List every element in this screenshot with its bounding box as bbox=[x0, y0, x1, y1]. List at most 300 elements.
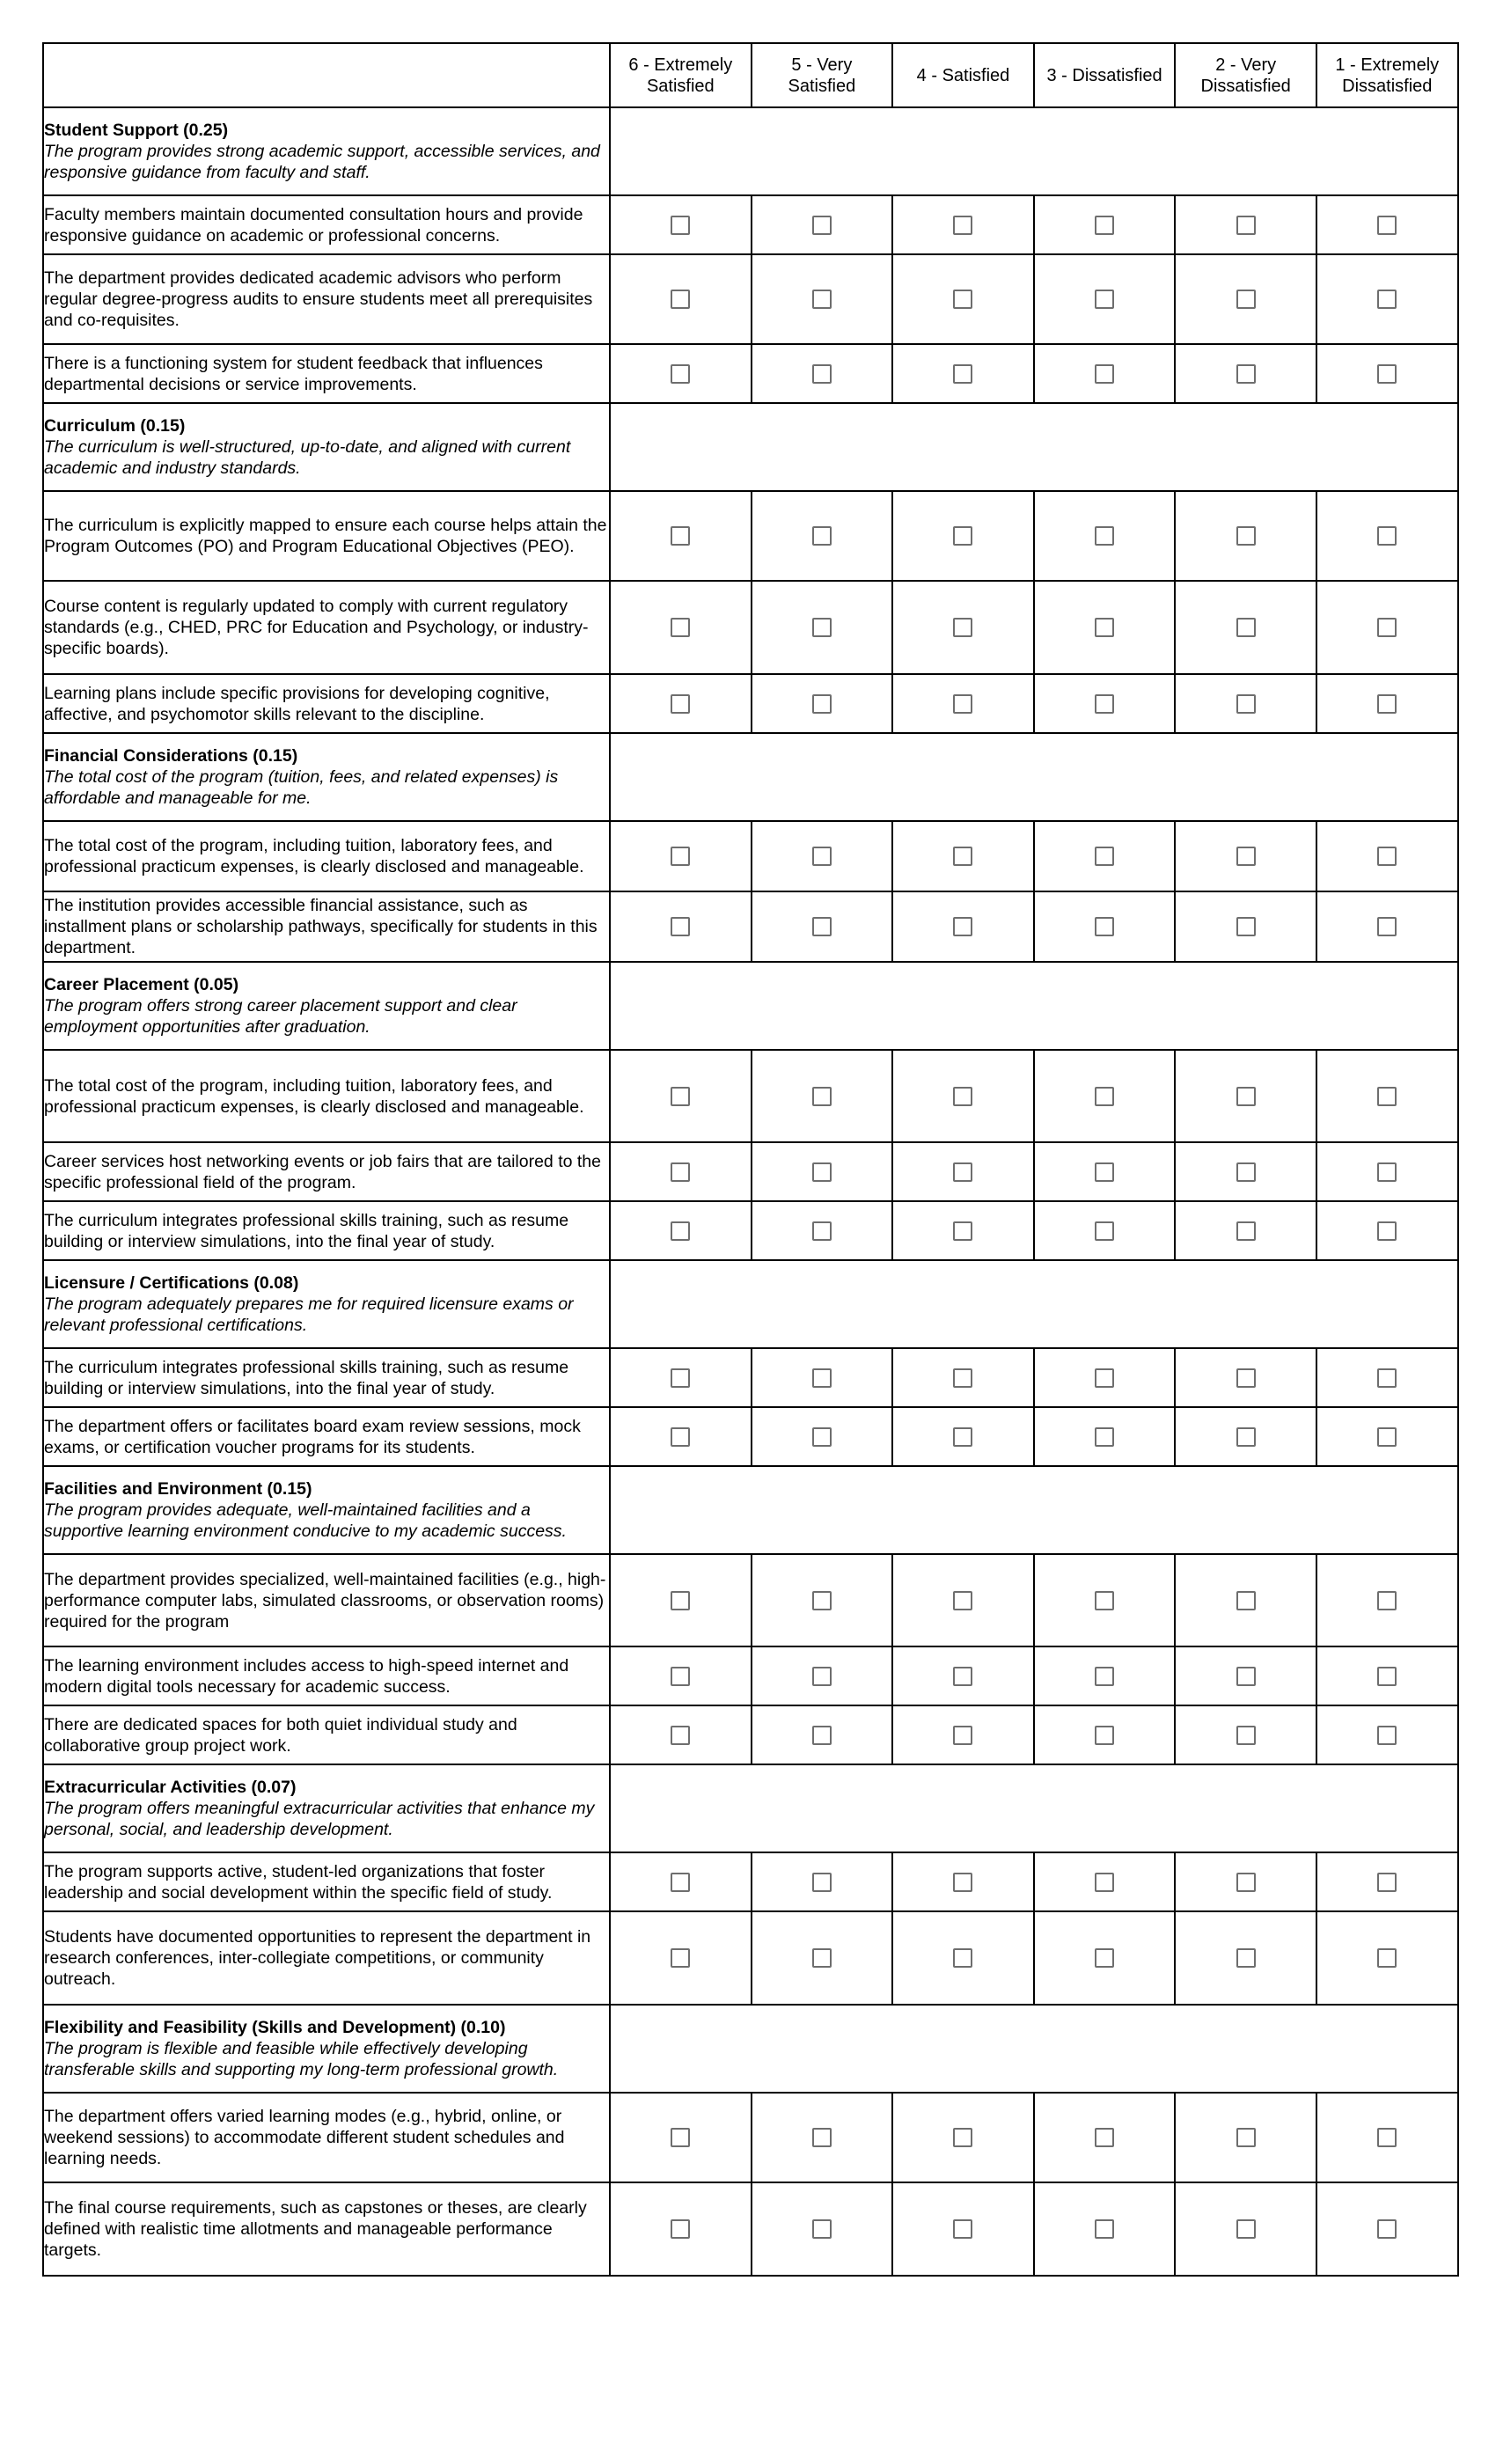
question-row bbox=[43, 674, 1458, 733]
rating-checkbox-1[interactable] bbox=[1377, 1162, 1397, 1182]
section-description: The program is flexible and feasible while effectively developing transferable skills and supporting my long-term professional growth. bbox=[44, 2039, 559, 2079]
header-rating-1-line2: Dissatisfied bbox=[1342, 76, 1433, 96]
section-header-cell bbox=[43, 962, 610, 1050]
rating-cell-5 bbox=[752, 1201, 893, 1260]
section-description: The program adequately prepares me for required licensure exams or relevant professional certifications. bbox=[44, 1294, 574, 1335]
rating-cell-2 bbox=[1175, 2182, 1316, 2276]
rating-cell-3 bbox=[1034, 1201, 1176, 1260]
rating-checkbox-5[interactable] bbox=[812, 526, 832, 546]
rating-cell-2 bbox=[1175, 1142, 1316, 1201]
rating-cell-4 bbox=[892, 1142, 1034, 1201]
question-text: The curriculum integrates professional skills training, such as resume building or interview simulations, into the final year of study. bbox=[43, 1201, 610, 1260]
rating-cell-1 bbox=[1316, 491, 1458, 581]
rating-checkbox-3[interactable] bbox=[1095, 1726, 1114, 1745]
rating-cell-4 bbox=[892, 1646, 1034, 1705]
rating-checkbox-1[interactable] bbox=[1377, 1087, 1397, 1106]
rating-cell-4 bbox=[892, 344, 1034, 403]
rating-cell-5 bbox=[752, 1050, 893, 1142]
rating-cell-1 bbox=[1316, 1142, 1458, 1201]
rating-cell-2 bbox=[1175, 1201, 1316, 1260]
rating-checkbox-6[interactable] bbox=[671, 1591, 690, 1610]
rating-cell-6 bbox=[610, 1911, 752, 2005]
question-row bbox=[43, 491, 1458, 581]
rating-checkbox-2[interactable] bbox=[1236, 917, 1256, 936]
rating-cell-4 bbox=[892, 195, 1034, 254]
section-blank-cell bbox=[610, 403, 1458, 491]
question-row bbox=[43, 821, 1458, 891]
section-description: The total cost of the program (tuition, fees, and related expenses) is affordable and manageable for me. bbox=[44, 767, 559, 808]
rating-cell-3 bbox=[1034, 891, 1176, 962]
rating-cell-1 bbox=[1316, 254, 1458, 344]
rating-cell-1 bbox=[1316, 1705, 1458, 1764]
rating-checkbox-4[interactable] bbox=[953, 1591, 972, 1610]
rating-cell-4 bbox=[892, 1554, 1034, 1646]
rating-cell-6 bbox=[610, 491, 752, 581]
question-row bbox=[43, 254, 1458, 344]
rating-checkbox-3[interactable] bbox=[1095, 847, 1114, 866]
rating-checkbox-2[interactable] bbox=[1236, 1667, 1256, 1686]
rating-checkbox-5[interactable] bbox=[812, 1726, 832, 1745]
section-blank-cell bbox=[610, 1764, 1458, 1852]
question-row bbox=[43, 1348, 1458, 1407]
rating-checkbox-6[interactable] bbox=[671, 1948, 690, 1968]
rating-checkbox-6[interactable] bbox=[671, 1427, 690, 1447]
rating-cell-1 bbox=[1316, 1911, 1458, 2005]
rating-cell-4 bbox=[892, 254, 1034, 344]
rating-cell-1 bbox=[1316, 2093, 1458, 2182]
question-row bbox=[43, 891, 1458, 962]
rating-checkbox-1[interactable] bbox=[1377, 2128, 1397, 2147]
rating-checkbox-4[interactable] bbox=[953, 364, 972, 384]
section-title: Career Placement (0.05) bbox=[44, 975, 239, 994]
rating-cell-1 bbox=[1316, 1554, 1458, 1646]
rating-checkbox-3[interactable] bbox=[1095, 917, 1114, 936]
rating-cell-2 bbox=[1175, 891, 1316, 962]
rating-cell-4 bbox=[892, 1050, 1034, 1142]
rating-checkbox-5[interactable] bbox=[812, 290, 832, 309]
rating-checkbox-3[interactable] bbox=[1095, 1427, 1114, 1447]
question-text: The department offers varied learning modes (e.g., hybrid, online, or weekend sessions) to accommodate different student schedules and learning needs. bbox=[43, 2093, 610, 2182]
section-description: The curriculum is well-structured, up-to-date, and aligned with current academic and industry standards. bbox=[44, 437, 571, 478]
section-header-row bbox=[43, 107, 1458, 195]
section-title: Extracurricular Activities (0.07) bbox=[44, 1778, 297, 1797]
rating-cell-6 bbox=[610, 195, 752, 254]
rating-cell-2 bbox=[1175, 491, 1316, 581]
rating-cell-4 bbox=[892, 1407, 1034, 1466]
rating-checkbox-1[interactable] bbox=[1377, 364, 1397, 384]
question-row bbox=[43, 1911, 1458, 2005]
section-blank-cell bbox=[610, 107, 1458, 195]
rating-checkbox-4[interactable] bbox=[953, 290, 972, 309]
rating-checkbox-4[interactable] bbox=[953, 694, 972, 714]
rating-cell-1 bbox=[1316, 821, 1458, 891]
rating-checkbox-2[interactable] bbox=[1236, 1873, 1256, 1892]
rating-cell-6 bbox=[610, 1554, 752, 1646]
rating-checkbox-6[interactable] bbox=[671, 1162, 690, 1182]
rating-cell-2 bbox=[1175, 344, 1316, 403]
rating-checkbox-4[interactable] bbox=[953, 1873, 972, 1892]
rating-checkbox-4[interactable] bbox=[953, 2128, 972, 2147]
rating-checkbox-3[interactable] bbox=[1095, 2128, 1114, 2147]
rating-checkbox-2[interactable] bbox=[1236, 1948, 1256, 1968]
question-row bbox=[43, 344, 1458, 403]
section-header-row bbox=[43, 403, 1458, 491]
rating-checkbox-3[interactable] bbox=[1095, 290, 1114, 309]
section-blank-cell bbox=[610, 2005, 1458, 2093]
rating-checkbox-1[interactable] bbox=[1377, 1873, 1397, 1892]
rating-checkbox-6[interactable] bbox=[671, 364, 690, 384]
rating-checkbox-3[interactable] bbox=[1095, 216, 1114, 235]
rating-cell-2 bbox=[1175, 1705, 1316, 1764]
rating-checkbox-3[interactable] bbox=[1095, 618, 1114, 637]
rating-checkbox-1[interactable] bbox=[1377, 1948, 1397, 1968]
rating-checkbox-2[interactable] bbox=[1236, 216, 1256, 235]
question-text: The department provides specialized, well-maintained facilities (e.g., high-performance computer labs, simulated classrooms, or observation rooms) required for the program bbox=[43, 1554, 610, 1646]
rating-checkbox-5[interactable] bbox=[812, 618, 832, 637]
question-text: There are dedicated spaces for both quiet individual study and collaborative group project work. bbox=[43, 1705, 610, 1764]
rating-cell-1 bbox=[1316, 1348, 1458, 1407]
section-header-cell bbox=[43, 733, 610, 821]
rating-cell-5 bbox=[752, 1348, 893, 1407]
rating-cell-2 bbox=[1175, 1911, 1316, 2005]
rating-checkbox-2[interactable] bbox=[1236, 2219, 1256, 2239]
header-rating-5-line2: Satisfied bbox=[788, 76, 856, 96]
rating-checkbox-3[interactable] bbox=[1095, 1087, 1114, 1106]
rating-cell-6 bbox=[610, 1407, 752, 1466]
rating-cell-5 bbox=[752, 1705, 893, 1764]
rating-cell-3 bbox=[1034, 1852, 1176, 1911]
rating-checkbox-2[interactable] bbox=[1236, 290, 1256, 309]
rating-checkbox-5[interactable] bbox=[812, 2128, 832, 2147]
section-header-row bbox=[43, 1260, 1458, 1348]
rating-cell-6 bbox=[610, 821, 752, 891]
rating-cell-1 bbox=[1316, 674, 1458, 733]
rating-cell-1 bbox=[1316, 195, 1458, 254]
rating-cell-3 bbox=[1034, 195, 1176, 254]
rating-cell-4 bbox=[892, 1911, 1034, 2005]
rating-checkbox-6[interactable] bbox=[671, 1726, 690, 1745]
rating-checkbox-2[interactable] bbox=[1236, 847, 1256, 866]
rating-checkbox-1[interactable] bbox=[1377, 290, 1397, 309]
rating-checkbox-2[interactable] bbox=[1236, 1221, 1256, 1241]
rating-checkbox-5[interactable] bbox=[812, 1368, 832, 1388]
question-text: The curriculum is explicitly mapped to ensure each course helps attain the Program Outcomes (PO) and Program Educational Objectives (PEO). bbox=[43, 491, 610, 581]
question-text: The total cost of the program, including tuition, laboratory fees, and professional practicum expenses, is clearly disclosed and manageable. bbox=[43, 1050, 610, 1142]
rating-checkbox-4[interactable] bbox=[953, 1427, 972, 1447]
rating-checkbox-5[interactable] bbox=[812, 847, 832, 866]
rating-cell-1 bbox=[1316, 344, 1458, 403]
rating-checkbox-4[interactable] bbox=[953, 1368, 972, 1388]
header-rating-4 bbox=[892, 43, 1034, 107]
rating-checkbox-4[interactable] bbox=[953, 917, 972, 936]
question-text: The department offers or facilitates board exam review sessions, mock exams, or certification voucher programs for its students. bbox=[43, 1407, 610, 1466]
question-text: Learning plans include specific provisions for developing cognitive, affective, and psychomotor skills relevant to the discipline. bbox=[43, 674, 610, 733]
rating-cell-2 bbox=[1175, 821, 1316, 891]
rating-checkbox-6[interactable] bbox=[671, 2128, 690, 2147]
rating-checkbox-6[interactable] bbox=[671, 1221, 690, 1241]
rating-checkbox-6[interactable] bbox=[671, 1873, 690, 1892]
section-description: The program offers strong career placement support and clear employment opportunities after graduation. bbox=[44, 996, 517, 1037]
rating-cell-1 bbox=[1316, 1050, 1458, 1142]
rating-checkbox-4[interactable] bbox=[953, 216, 972, 235]
rating-cell-3 bbox=[1034, 1407, 1176, 1466]
rating-cell-6 bbox=[610, 1142, 752, 1201]
section-blank-cell bbox=[610, 962, 1458, 1050]
rating-checkbox-5[interactable] bbox=[812, 1427, 832, 1447]
section-description: The program provides strong academic support, accessible services, and responsive guidance from faculty and staff. bbox=[44, 142, 600, 182]
rating-cell-6 bbox=[610, 1050, 752, 1142]
section-header-cell bbox=[43, 1466, 610, 1554]
rating-cell-1 bbox=[1316, 1407, 1458, 1466]
rating-checkbox-6[interactable] bbox=[671, 917, 690, 936]
rating-checkbox-1[interactable] bbox=[1377, 618, 1397, 637]
rating-cell-4 bbox=[892, 2182, 1034, 2276]
rating-checkbox-2[interactable] bbox=[1236, 526, 1256, 546]
rating-checkbox-1[interactable] bbox=[1377, 1427, 1397, 1447]
section-header-cell bbox=[43, 1260, 610, 1348]
rating-cell-5 bbox=[752, 2182, 893, 2276]
header-rating-2 bbox=[1175, 43, 1316, 107]
header-rating-6-line2: Satisfied bbox=[646, 76, 715, 96]
rating-cell-4 bbox=[892, 491, 1034, 581]
rating-cell-3 bbox=[1034, 344, 1176, 403]
rating-checkbox-2[interactable] bbox=[1236, 694, 1256, 714]
header-rating-5-line1: 5 - Very bbox=[791, 55, 853, 75]
rating-checkbox-2[interactable] bbox=[1236, 1427, 1256, 1447]
rating-checkbox-3[interactable] bbox=[1095, 1873, 1114, 1892]
question-row bbox=[43, 1646, 1458, 1705]
rating-checkbox-1[interactable] bbox=[1377, 526, 1397, 546]
header-rating-3-line1: 3 - Dissatisfied bbox=[1046, 65, 1162, 85]
rating-cell-3 bbox=[1034, 674, 1176, 733]
rating-checkbox-6[interactable] bbox=[671, 290, 690, 309]
section-title: Curriculum (0.15) bbox=[44, 416, 186, 436]
header-item-column bbox=[43, 43, 610, 107]
rating-checkbox-6[interactable] bbox=[671, 694, 690, 714]
section-blank-cell bbox=[610, 733, 1458, 821]
rating-checkbox-6[interactable] bbox=[671, 526, 690, 546]
question-row bbox=[43, 2093, 1458, 2182]
rating-checkbox-1[interactable] bbox=[1377, 1726, 1397, 1745]
header-rating-1-line1: 1 - Extremely bbox=[1335, 55, 1440, 75]
question-row bbox=[43, 1554, 1458, 1646]
rating-cell-5 bbox=[752, 581, 893, 674]
rating-checkbox-3[interactable] bbox=[1095, 1948, 1114, 1968]
question-row bbox=[43, 195, 1458, 254]
rating-checkbox-1[interactable] bbox=[1377, 1368, 1397, 1388]
rating-checkbox-6[interactable] bbox=[671, 216, 690, 235]
rating-checkbox-2[interactable] bbox=[1236, 1162, 1256, 1182]
rating-checkbox-4[interactable] bbox=[953, 1948, 972, 1968]
rating-cell-3 bbox=[1034, 821, 1176, 891]
rating-cell-6 bbox=[610, 891, 752, 962]
rating-cell-2 bbox=[1175, 1554, 1316, 1646]
section-title: Facilities and Environment (0.15) bbox=[44, 1479, 312, 1499]
rating-cell-6 bbox=[610, 2093, 752, 2182]
question-text: Career services host networking events or job fairs that are tailored to the specific professional field of the program. bbox=[43, 1142, 610, 1201]
rating-cell-3 bbox=[1034, 1142, 1176, 1201]
rating-checkbox-5[interactable] bbox=[812, 694, 832, 714]
header-rating-6 bbox=[610, 43, 752, 107]
rating-cell-6 bbox=[610, 1646, 752, 1705]
header-rating-1 bbox=[1316, 43, 1458, 107]
section-header-row bbox=[43, 733, 1458, 821]
rating-checkbox-5[interactable] bbox=[812, 1591, 832, 1610]
rating-checkbox-4[interactable] bbox=[953, 847, 972, 866]
rating-checkbox-2[interactable] bbox=[1236, 1591, 1256, 1610]
rating-cell-4 bbox=[892, 1201, 1034, 1260]
question-text: Faculty members maintain documented consultation hours and provide responsive guidance on academic or professional concerns. bbox=[43, 195, 610, 254]
rating-checkbox-4[interactable] bbox=[953, 526, 972, 546]
rating-checkbox-1[interactable] bbox=[1377, 1591, 1397, 1610]
rating-checkbox-4[interactable] bbox=[953, 1087, 972, 1106]
rating-cell-6 bbox=[610, 344, 752, 403]
rating-checkbox-2[interactable] bbox=[1236, 2128, 1256, 2147]
question-text: The curriculum integrates professional skills training, such as resume building or interview simulations, into the final year of study. bbox=[43, 1348, 610, 1407]
rating-checkbox-4[interactable] bbox=[953, 2219, 972, 2239]
rating-cell-5 bbox=[752, 821, 893, 891]
question-row bbox=[43, 1852, 1458, 1911]
rating-cell-4 bbox=[892, 2093, 1034, 2182]
question-row bbox=[43, 1142, 1458, 1201]
header-row bbox=[43, 43, 1458, 107]
rating-checkbox-5[interactable] bbox=[812, 917, 832, 936]
section-header-row bbox=[43, 962, 1458, 1050]
rating-checkbox-6[interactable] bbox=[671, 2219, 690, 2239]
section-header-row bbox=[43, 1466, 1458, 1554]
rating-checkbox-4[interactable] bbox=[953, 1667, 972, 1686]
rating-cell-3 bbox=[1034, 1705, 1176, 1764]
section-description: The program offers meaningful extracurricular activities that enhance my personal, social, and leadership development. bbox=[44, 1799, 595, 1839]
rating-checkbox-5[interactable] bbox=[812, 1873, 832, 1892]
section-description: The program provides adequate, well-maintained facilities and a supportive learning environment conducive to my academic success. bbox=[44, 1500, 567, 1541]
rating-cell-2 bbox=[1175, 2093, 1316, 2182]
rating-cell-2 bbox=[1175, 254, 1316, 344]
rating-checkbox-4[interactable] bbox=[953, 618, 972, 637]
rating-cell-3 bbox=[1034, 2093, 1176, 2182]
rating-checkbox-3[interactable] bbox=[1095, 1162, 1114, 1182]
rating-checkbox-2[interactable] bbox=[1236, 1726, 1256, 1745]
rating-checkbox-4[interactable] bbox=[953, 1221, 972, 1241]
rating-checkbox-3[interactable] bbox=[1095, 364, 1114, 384]
rating-checkbox-3[interactable] bbox=[1095, 1368, 1114, 1388]
rating-checkbox-5[interactable] bbox=[812, 1087, 832, 1106]
rating-checkbox-3[interactable] bbox=[1095, 1667, 1114, 1686]
rating-cell-2 bbox=[1175, 1852, 1316, 1911]
rating-checkbox-6[interactable] bbox=[671, 618, 690, 637]
section-title: Student Support (0.25) bbox=[44, 121, 229, 140]
question-text: There is a functioning system for student feedback that influences departmental decisions or service improvements. bbox=[43, 344, 610, 403]
rating-cell-5 bbox=[752, 491, 893, 581]
rating-checkbox-2[interactable] bbox=[1236, 364, 1256, 384]
rating-checkbox-1[interactable] bbox=[1377, 694, 1397, 714]
rating-checkbox-3[interactable] bbox=[1095, 526, 1114, 546]
rating-checkbox-5[interactable] bbox=[812, 216, 832, 235]
rating-checkbox-6[interactable] bbox=[671, 847, 690, 866]
section-header-cell bbox=[43, 2005, 610, 2093]
rating-checkbox-1[interactable] bbox=[1377, 1667, 1397, 1686]
section-header-cell bbox=[43, 107, 610, 195]
rating-cell-3 bbox=[1034, 1348, 1176, 1407]
rating-checkbox-4[interactable] bbox=[953, 1162, 972, 1182]
rating-cell-4 bbox=[892, 1852, 1034, 1911]
rating-cell-6 bbox=[610, 1852, 752, 1911]
header-rating-5 bbox=[752, 43, 893, 107]
rating-cell-5 bbox=[752, 674, 893, 733]
rating-cell-1 bbox=[1316, 2182, 1458, 2276]
question-text: The institution provides accessible financial assistance, such as installment plans or scholarship pathways, specifically for students in this department. bbox=[43, 891, 610, 962]
rating-checkbox-2[interactable] bbox=[1236, 618, 1256, 637]
rating-cell-3 bbox=[1034, 1911, 1176, 2005]
rating-cell-5 bbox=[752, 1646, 893, 1705]
rating-cell-3 bbox=[1034, 2182, 1176, 2276]
question-text: The department provides dedicated academic advisors who perform regular degree-progress audits to ensure students meet all prerequisites and co-requisites. bbox=[43, 254, 610, 344]
rating-cell-4 bbox=[892, 821, 1034, 891]
rating-cell-5 bbox=[752, 344, 893, 403]
rating-checkbox-1[interactable] bbox=[1377, 2219, 1397, 2239]
rating-cell-5 bbox=[752, 1554, 893, 1646]
rating-cell-6 bbox=[610, 2182, 752, 2276]
rating-checkbox-1[interactable] bbox=[1377, 216, 1397, 235]
rating-checkbox-1[interactable] bbox=[1377, 847, 1397, 866]
rating-checkbox-6[interactable] bbox=[671, 1667, 690, 1686]
rating-cell-4 bbox=[892, 674, 1034, 733]
rating-cell-2 bbox=[1175, 1050, 1316, 1142]
survey-body bbox=[43, 107, 1458, 2276]
rating-cell-4 bbox=[892, 581, 1034, 674]
question-text: The learning environment includes access to high-speed internet and modern digital tools necessary for academic success. bbox=[43, 1646, 610, 1705]
rating-checkbox-3[interactable] bbox=[1095, 1591, 1114, 1610]
rating-checkbox-3[interactable] bbox=[1095, 2219, 1114, 2239]
rating-checkbox-5[interactable] bbox=[812, 1948, 832, 1968]
question-row bbox=[43, 2182, 1458, 2276]
rating-checkbox-3[interactable] bbox=[1095, 1221, 1114, 1241]
question-text: The program supports active, student-led organizations that foster leadership and social development within the specific field of study. bbox=[43, 1852, 610, 1911]
rating-checkbox-5[interactable] bbox=[812, 1667, 832, 1686]
rating-checkbox-1[interactable] bbox=[1377, 1221, 1397, 1241]
header-rating-2-line1: 2 - Very bbox=[1215, 55, 1277, 75]
section-header-row bbox=[43, 2005, 1458, 2093]
rating-checkbox-4[interactable] bbox=[953, 1726, 972, 1745]
rating-checkbox-5[interactable] bbox=[812, 1162, 832, 1182]
rating-cell-4 bbox=[892, 1348, 1034, 1407]
satisfaction-survey-table bbox=[42, 42, 1459, 2277]
header-rating-2-line2: Dissatisfied bbox=[1200, 76, 1291, 96]
rating-checkbox-1[interactable] bbox=[1377, 917, 1397, 936]
question-row bbox=[43, 1705, 1458, 1764]
section-title: Licensure / Certifications (0.08) bbox=[44, 1273, 299, 1293]
rating-checkbox-6[interactable] bbox=[671, 1368, 690, 1388]
rating-cell-5 bbox=[752, 1407, 893, 1466]
rating-checkbox-3[interactable] bbox=[1095, 694, 1114, 714]
rating-cell-3 bbox=[1034, 1050, 1176, 1142]
question-row bbox=[43, 1201, 1458, 1260]
rating-checkbox-6[interactable] bbox=[671, 1087, 690, 1106]
rating-checkbox-2[interactable] bbox=[1236, 1087, 1256, 1106]
rating-checkbox-5[interactable] bbox=[812, 2219, 832, 2239]
header-rating-3 bbox=[1034, 43, 1176, 107]
rating-checkbox-5[interactable] bbox=[812, 1221, 832, 1241]
rating-cell-2 bbox=[1175, 195, 1316, 254]
rating-cell-1 bbox=[1316, 1201, 1458, 1260]
rating-checkbox-5[interactable] bbox=[812, 364, 832, 384]
rating-checkbox-2[interactable] bbox=[1236, 1368, 1256, 1388]
rating-cell-5 bbox=[752, 1852, 893, 1911]
question-row bbox=[43, 1050, 1458, 1142]
header-rating-4-line1: 4 - Satisfied bbox=[916, 65, 1010, 85]
rating-cell-3 bbox=[1034, 581, 1176, 674]
section-header-row bbox=[43, 1764, 1458, 1852]
